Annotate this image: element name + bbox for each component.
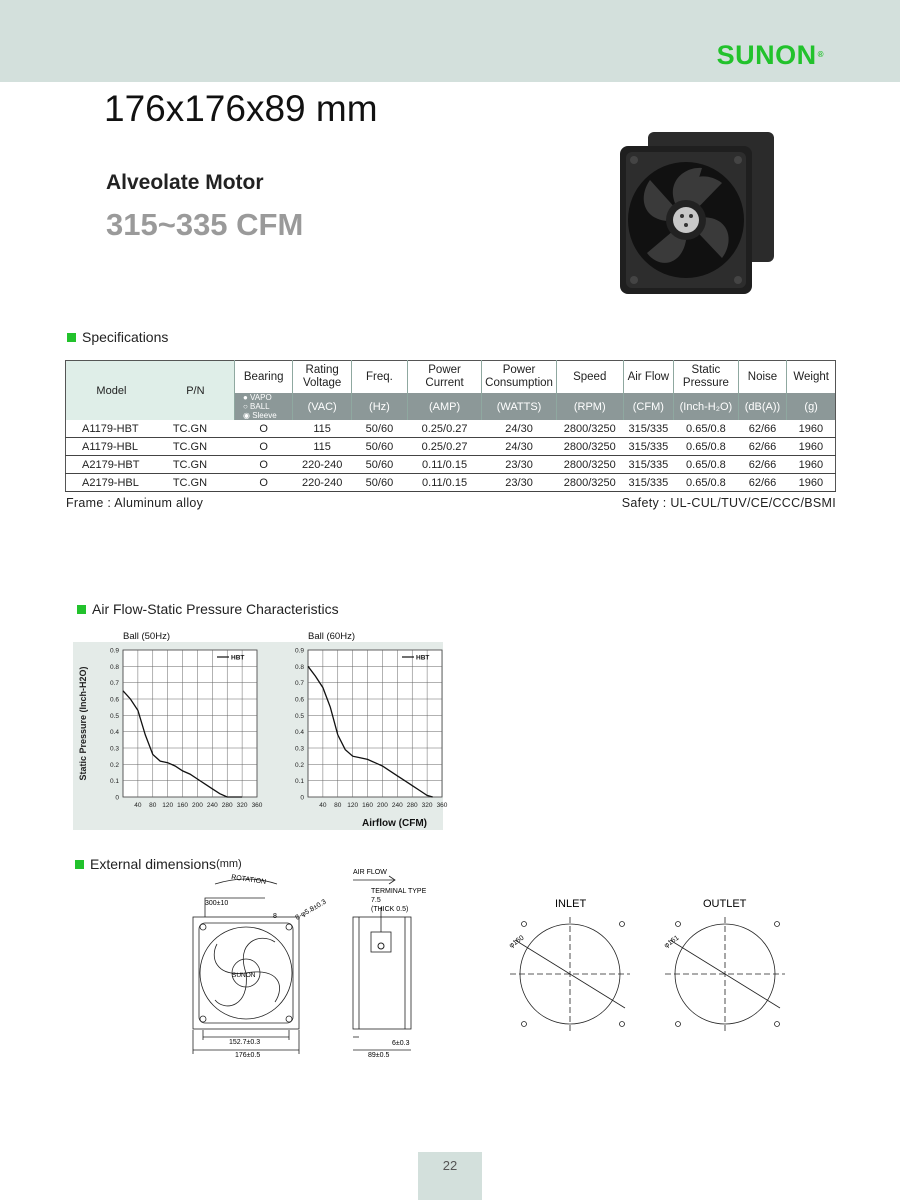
y-tick-label: 0.6 bbox=[294, 696, 304, 704]
terminal-label: TERMINAL TYPE bbox=[371, 888, 427, 895]
unit-noise: (dB(A)) bbox=[738, 393, 787, 420]
x-tick-label: 240 bbox=[391, 802, 403, 809]
dimensions-heading: External dimensions (mm) bbox=[75, 856, 242, 872]
airflow-charts bbox=[73, 625, 448, 833]
inlet-label: INLET bbox=[555, 898, 587, 910]
table-row: A1179-HBT TC.GN O 115 50/60 0.25/0.27 24/30 2800/3250 315/335 0.65/0.8 62/66 1960 bbox=[66, 420, 836, 438]
x-tick-label: 360 bbox=[251, 802, 263, 809]
specifications-table bbox=[65, 360, 836, 492]
col-model: Model bbox=[66, 361, 157, 421]
side-view bbox=[353, 876, 411, 1050]
x-tick-label: 40 bbox=[319, 802, 327, 809]
y-tick-label: 0 bbox=[115, 794, 119, 802]
lead-length-label: 300±10 bbox=[205, 900, 229, 907]
unit-current: (AMP) bbox=[408, 393, 482, 420]
col-freq: Freq. bbox=[351, 361, 407, 394]
x-tick-label: 360 bbox=[436, 802, 448, 809]
inlet-diameter-label: φ160 bbox=[508, 934, 526, 950]
y-tick-label: 0.7 bbox=[109, 680, 119, 688]
unit-voltage: (VAC) bbox=[293, 393, 351, 420]
x-tick-label: 200 bbox=[192, 802, 203, 809]
rotation-label: ROTATION bbox=[230, 874, 267, 886]
outlet-label: OUTLET bbox=[703, 898, 747, 910]
y-tick-label: 0.8 bbox=[109, 663, 119, 671]
x-tick-label: 80 bbox=[334, 802, 342, 809]
hole-label: 8-φ5.8±0.3 bbox=[294, 898, 328, 922]
col-air-flow: Air Flow bbox=[623, 361, 674, 394]
x-tick-label: 80 bbox=[149, 802, 157, 809]
x-tick-label: 120 bbox=[162, 802, 174, 809]
table-row: A2179-HBT TC.GN O 220-240 50/60 0.11/0.15 23/30 2800/3250 315/335 0.65/0.8 62/66 1960 bbox=[66, 456, 836, 474]
y-tick-label: 0.3 bbox=[109, 745, 119, 753]
y-tick-label: 0.4 bbox=[294, 729, 304, 737]
col-rating-voltage: Rating Voltage bbox=[293, 361, 351, 394]
y-tick-label: 0.5 bbox=[294, 712, 304, 720]
x-tick-label: 40 bbox=[134, 802, 142, 809]
unit-airflow: (CFM) bbox=[623, 393, 674, 420]
y-tick-label: 0.3 bbox=[294, 745, 304, 753]
unit-consumption: (WATTS) bbox=[482, 393, 557, 420]
y-tick-label: 0.6 bbox=[109, 696, 119, 704]
chart-title: Ball (60Hz) bbox=[308, 631, 355, 642]
frame-note: Frame : Aluminum alloy bbox=[66, 496, 204, 510]
dimension-drawings bbox=[185, 862, 805, 1067]
fan-logo-label: SUNON bbox=[232, 972, 256, 979]
plot-area bbox=[123, 650, 257, 797]
brand-logo: SUNON® bbox=[716, 40, 824, 70]
y-tick-label: 0.4 bbox=[109, 729, 119, 737]
page-number: 22 bbox=[418, 1152, 482, 1200]
x-axis-label: Airflow (CFM) bbox=[362, 818, 427, 829]
y-tick-label: 0 bbox=[300, 794, 304, 802]
page-title: 176x176x89 mm bbox=[104, 88, 378, 129]
width-label: 176±0.5 bbox=[235, 1052, 261, 1059]
plot-area bbox=[308, 650, 442, 797]
terminal-size-label: 7.5 bbox=[371, 897, 381, 904]
airflow-label: AIR FLOW bbox=[353, 869, 387, 876]
col-power-current: Power Current bbox=[408, 361, 482, 394]
y-tick-label: 0.9 bbox=[109, 647, 119, 655]
col-static-pressure: Static Pressure bbox=[674, 361, 738, 394]
y-tick-label: 0.2 bbox=[294, 761, 304, 769]
x-tick-label: 280 bbox=[406, 802, 418, 809]
x-tick-label: 200 bbox=[377, 802, 388, 809]
bearing-options: ● VAPO ○ BALL ◉ Sleeve bbox=[234, 393, 292, 420]
unit-speed: (RPM) bbox=[556, 393, 623, 420]
specifications-heading: Specifications bbox=[67, 329, 168, 345]
y-tick-label: 0.9 bbox=[294, 647, 304, 655]
inlet-view bbox=[510, 917, 630, 1032]
y-tick-label: 0.8 bbox=[294, 663, 304, 671]
flange-label: 6±0.3 bbox=[392, 1040, 410, 1047]
motor-type: Alveolate Motor bbox=[106, 171, 264, 194]
y-tick-label: 0.7 bbox=[294, 680, 304, 688]
x-tick-label: 160 bbox=[362, 802, 373, 809]
col-pn: P/N bbox=[157, 361, 235, 421]
y-tick-label: 0.1 bbox=[109, 778, 119, 786]
fan-photo bbox=[612, 128, 782, 303]
y-tick-label: 0.2 bbox=[109, 761, 119, 769]
legend-label: HBT bbox=[416, 654, 430, 662]
unit-pressure: (Inch-H₂O) bbox=[674, 393, 738, 420]
chart-title: Ball (50Hz) bbox=[123, 631, 170, 642]
col-speed: Speed bbox=[556, 361, 623, 394]
legend-label: HBT bbox=[231, 654, 245, 662]
x-tick-label: 160 bbox=[177, 802, 188, 809]
outlet-diameter-label: φ161 bbox=[663, 934, 681, 950]
safety-note: Safety : UL-CUL/TUV/CE/CCC/BSMI bbox=[621, 496, 836, 510]
x-tick-label: 120 bbox=[347, 802, 359, 809]
table-row: A2179-HBL TC.GN O 220-240 50/60 0.11/0.15 23/30 2800/3250 315/335 0.65/0.8 62/66 1960 bbox=[66, 474, 836, 492]
cfm-range: 315~335 CFM bbox=[106, 207, 304, 242]
unit-freq: (Hz) bbox=[351, 393, 407, 420]
col-noise: Noise bbox=[738, 361, 787, 394]
thick-label: (THICK 0.5) bbox=[371, 906, 409, 913]
x-tick-label: 320 bbox=[236, 802, 248, 809]
unit-weight: (g) bbox=[787, 393, 836, 420]
y-axis-label: Static Pressure (Inch-H2O) bbox=[78, 666, 88, 781]
x-tick-label: 240 bbox=[206, 802, 218, 809]
y-tick-label: 0.5 bbox=[109, 712, 119, 720]
table-row: A1179-HBL TC.GN O 115 50/60 0.25/0.27 24/30 2800/3250 315/335 0.65/0.8 62/66 1960 bbox=[66, 438, 836, 456]
pitch-label: 152.7±0.3 bbox=[229, 1039, 261, 1046]
x-tick-label: 280 bbox=[221, 802, 233, 809]
airflow-heading: Air Flow-Static Pressure Characteristics bbox=[77, 601, 339, 617]
col-power-consumption: Power Consumption bbox=[482, 361, 557, 394]
col-weight: Weight bbox=[787, 361, 836, 394]
y-tick-label: 0.1 bbox=[294, 778, 304, 786]
x-tick-label: 320 bbox=[421, 802, 433, 809]
outlet-view bbox=[665, 917, 785, 1032]
col-bearing: Bearing bbox=[234, 361, 292, 394]
depth-label: 89±0.5 bbox=[368, 1052, 390, 1059]
eight-label: 8 bbox=[273, 913, 277, 920]
